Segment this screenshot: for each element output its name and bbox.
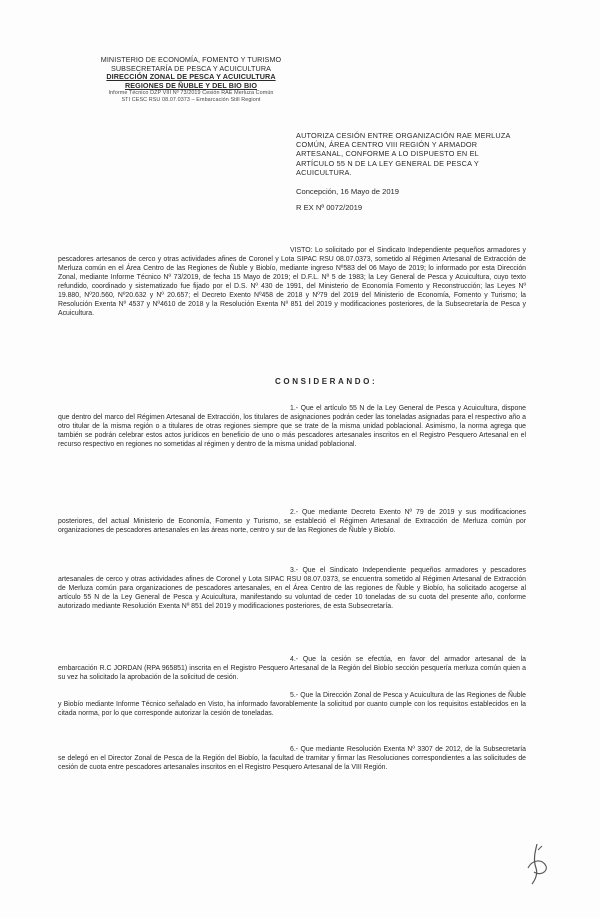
file-reference-line: STI CESC RSU 08.07.0373 – Embarcación Still Regiont	[121, 96, 261, 103]
considerando-heading: CONSIDERANDO:	[275, 377, 378, 386]
report-reference-line: Informe Técnico DZP VIII Nº 73/2019 Cesión RAE Merluza Común	[108, 90, 274, 97]
considerando-1: 1.- Que el artículo 55 N de la Ley General de Pesca y Acuicultura, dispone que dentro del marco del Régimen Artesanal de Extracción, los titulares de asignaciones podrán ceder las toneladas asignadas para el respectivo año a otro titular de la misma región o a titulares de otras regiones siempre que se trate de la misma unidad poblacional. Asimismo, la norma agrega que también se podrán celebrar estos actos jurídicos en beneficio de uno o más pescadores artesanales inscritos en el Registro Pesquero Artesanal en el recurso respectivo en regiones no sometidas al régimen y dentro de la misma unidad poblacional.	[58, 405, 526, 448]
zonal-direction-line: DIRECCIÓN ZONAL DE PESCA Y ACUICULTURA	[106, 72, 276, 82]
letterhead	[66, 56, 316, 104]
subsecretariat-line: SUBSECRETARÍA DE PESCA Y ACUICULTURA	[110, 63, 272, 73]
regions-line: REGIONES DE ÑUBLE Y DEL BIO BIO	[124, 80, 258, 90]
resolution-subject: AUTORIZA CESIÓN ENTRE ORGANIZACIÓN RAE MERLUZA COMÚN, ÁREA CENTRO VIII REGIÓN Y ARMADOR ARTESANAL, CONFORME A LO DISPUESTO EN EL ARTÍCULO 55 N DE LA LEY GENERAL DE PESCA Y ACUICULTURA.	[296, 131, 511, 177]
ministry-line: MINISTERIO DE ECONOMÍA, FOMENTO Y TURISMO	[100, 55, 282, 64]
considerando-5: 5.- Que la Dirección Zonal de Pesca y Acuicultura de las Regiones de Ñuble y Biobío mediante Informe Técnico señalado en Visto, ha informado favorablemente la solicitud por cuanto cumple con los requisitos establecidos en la citada norma, por lo que corresponde autorizar la cesión de toneladas.	[58, 692, 526, 717]
handwritten-initial-signature	[524, 842, 550, 886]
considerando-2: 2.- Que mediante Decreto Exento Nº 79 de 2019 y sus modificaciones posteriores, del actual Ministerio de Economía, Fomento y Turismo, se estableció el Régimen Artesanal de Extracción de Merluza común por organizaciones de pescadores artesanales en las áreas norte, centro y sur de las Regiones de Ñuble y Biobío.	[58, 509, 526, 534]
visto-paragraph: VISTO: Lo solicitado por el Sindicato Independiente pequeños armadores y pescadores artesanos de cerco y otras actividades afines de Coronel y Lota SIPAC RSU 08.07.0373, sometido al Régimen Artesanal de Extracción de Merluza común en el Área Centro de las Regiones de Ñuble y Biobío, mediante ingreso Nº583 del 06 Mayo de 2019; lo informado por esta Dirección Zonal, mediante Informe Técnico Nº 73/2019, de fecha 15 Mayo de 2019; el D.F.L. Nº 5 de 1983; la Ley General de Pesca y Acuicultura, cuyo texto refundido, coordinado y sistematizado fue fijado por el D.S. Nº 430 de 1991, del Ministerio de Economía Fomento y Reconstrucción; las Leyes Nº 19.880, Nº20.560, Nº20.632 y Nº 20.657; el Decreto Exento Nº458 de 2018 y Nº79 del 2019 del Ministerio de Economía, Fomento y Turismo; la Resolución Exenta Nº 4537 y Nº4610 de 2018 y la Resolución Exenta Nº 851 del 2019 y modificaciones posteriores, de la Subsecretaría de Pesca y Acuicultura.	[58, 247, 526, 317]
resolution-number: R EX Nº 0072/2019	[296, 203, 363, 212]
considerando-3: 3.- Que el Sindicato Independiente pequeños armadores y pescadores artesanales de cerco y otras actividades afines de Coronel y Lota SIPAC RSU 08.07.0373, se encuentra sometido al Régimen Artesanal de Extracción de Merluza común para organizaciones de pescadores artesanales, en el Área Centro de las regiones de Ñuble y Biobío, ha solicitado acogerse al artículo 55 N de la Ley General de Pesca y Acuicultura, manifestando su voluntad de ceder 10 toneladas de su cuota del presente año, conforme autorizado mediante Resolución Exenta Nº 851 del 2019 y modificaciones posteriores, de esta Subsecretaría.	[58, 567, 526, 610]
considerando-6: 6.- Que mediante Resolución Exenta Nº 3307 de 2012, de la Subsecretaría se delegó en el Director Zonal de Pesca de la Región del Biobío, la facultad de tramitar y firmar las Resoluciones correspondientes a las solicitudes de cesión de cuota entre pescadores artesanales inscritos en el Registro Pesquero Artesanal de la VIII Región.	[58, 746, 526, 771]
considerando-4: 4.- Que la cesión se efectúa, en favor del armador artesanal de la embarcación R.C JORDAN (RPA 965851) inscrita en el Registro Pesquero Artesanal de la Región del Biobío sección pesquería merluza común quien a su vez ha solicitado la aprobación de la solicitud de cesión.	[58, 656, 526, 681]
place-date: Concepción, 16 Mayo de 2019	[296, 187, 400, 196]
